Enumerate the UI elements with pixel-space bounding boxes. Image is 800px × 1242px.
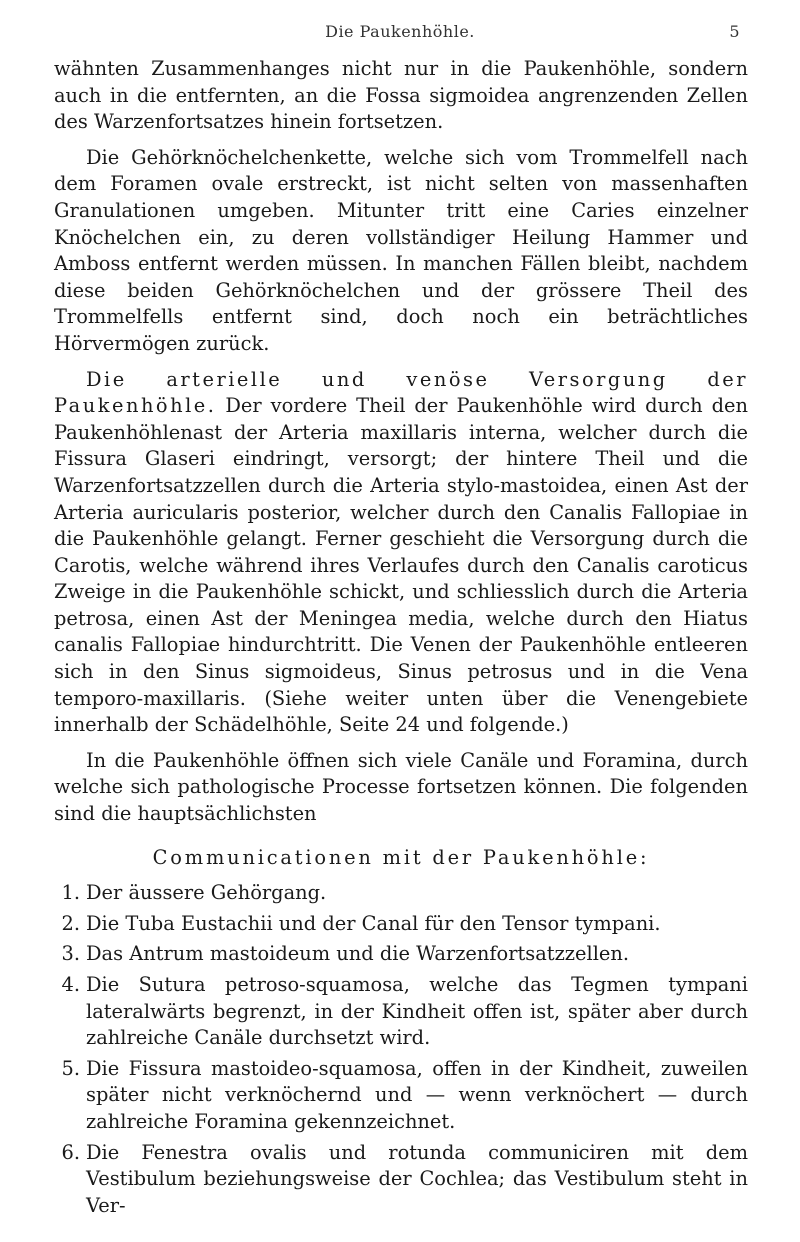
paragraph-continuation: wähnten Zusammenhanges nicht nur in die Paukenhöhle, sondern auch in die entfernten, an die Fossa sigmoidea angrenzenden Zellen des Warzenfortsatzes hinein fortsetzen. bbox=[54, 57, 748, 134]
list-item bbox=[54, 880, 748, 907]
list-item bbox=[54, 941, 748, 968]
list-item-text: Der äussere Gehörgang. bbox=[86, 881, 327, 905]
list-item-number: 4. bbox=[61, 973, 80, 996]
list-item-number: 3. bbox=[61, 942, 80, 966]
list-item bbox=[54, 972, 748, 1052]
running-head-title: Die Paukenhöhle. bbox=[325, 22, 475, 41]
list-item-text: Die Fissura mastoideo-squamosa, offen in der Kindheit, zuweilen später nicht verknöchernd und — wenn verknöchert — durch zahlreiche Foramina gekennzeichnet. bbox=[86, 1056, 748, 1133]
list-item-text: Die Tuba Eustachii und der Canal für den Tensor tympani. bbox=[86, 911, 661, 935]
list-item-number: 2. bbox=[61, 911, 80, 935]
running-head bbox=[60, 22, 740, 46]
list-item-text: Die Fenestra ovalis und rotunda communiciren mit dem Vestibulum beziehungsweise der Cochlea; das Vestibulum steht in Ver- bbox=[86, 1140, 748, 1217]
section-heading: Communicationen mit der Paukenhöhle: bbox=[152, 845, 650, 869]
list-item-number: 1. bbox=[61, 881, 80, 905]
paragraph-blood-supply bbox=[54, 367, 748, 739]
paragraph-blood-supply-body: Der vordere Theil der Paukenhöhle wird durch den Paukenhöhlenast der Arteria maxillaris interna, welcher durch die Fissura Glaseri eindringt, versorgt; der hintere Theil und die Warzenfortsatzzellen durch die Arteria stylo-mastoidea, einen Ast der Arteria auricularis posterior, welcher durch den Canalis Fallopiae in die Paukenhöhle gelangt. Ferner geschieht die Versorgung durch die Carotis, welche während ihres Verlaufes durch den Canalis caroticus Zweige in die Paukenhöhle schickt, und schliesslich durch die Arteria petrosa, einen Ast der Meningea media, welche durch den Hiatus canalis Fallopiae hindurchtritt. Die Venen der Paukenhöhle entleeren sich in den Sinus sigmoideus, Sinus petrosus und in die Vena temporo-maxillaris. (Siehe weiter unten über die Venengebiete innerhalb der Schädelhöhle, Seite 24 und folgende.) bbox=[54, 394, 748, 737]
communications-list bbox=[54, 880, 748, 1219]
list-item-text: Das Antrum mastoideum und die Warzenfortsatzzellen. bbox=[86, 942, 630, 966]
list-item bbox=[54, 911, 748, 938]
body-text bbox=[54, 56, 748, 1223]
list-item-text: Die Sutura petroso-squamosa, welche das Tegmen tympani lateralwärts begrenzt, in der Kindheit offen ist, später aber durch zahlreiche Canäle durchsetzt wird. bbox=[86, 973, 748, 1050]
paragraph-ossicles: Die Gehörknöchelchenkette, welche sich vom Trommelfell nach dem Foramen ovale erstreckt, ist nicht selten von massenhaften Granulationen umgeben. Mitunter tritt eine Caries einzelner Knöchelchen ein, zu deren vollständiger Heilung Hammer und Amboss entfernt werden müssen. In manchen Fällen bleibt, nachdem diese beiden Gehörknöchelchen und der grössere Theil des Trommelfells entfernt sind, doch noch ein beträchtliches Hörvermögen zurück. bbox=[54, 145, 748, 355]
inline-heading-blood-supply: Die arterielle und venöse Versorgung der Paukenhöhle. bbox=[54, 367, 748, 418]
page-number: 5 bbox=[729, 22, 740, 41]
list-item bbox=[54, 1056, 748, 1136]
list-item bbox=[54, 1140, 748, 1220]
list-item-number: 5. bbox=[61, 1056, 80, 1080]
list-item-number: 6. bbox=[61, 1140, 80, 1164]
paragraph-openings: In die Paukenhöhle öffnen sich viele Canäle und Foramina, durch welche sich pathologische Processe fortsetzen können. Die folgenden sind die hauptsächlichsten bbox=[54, 748, 748, 826]
